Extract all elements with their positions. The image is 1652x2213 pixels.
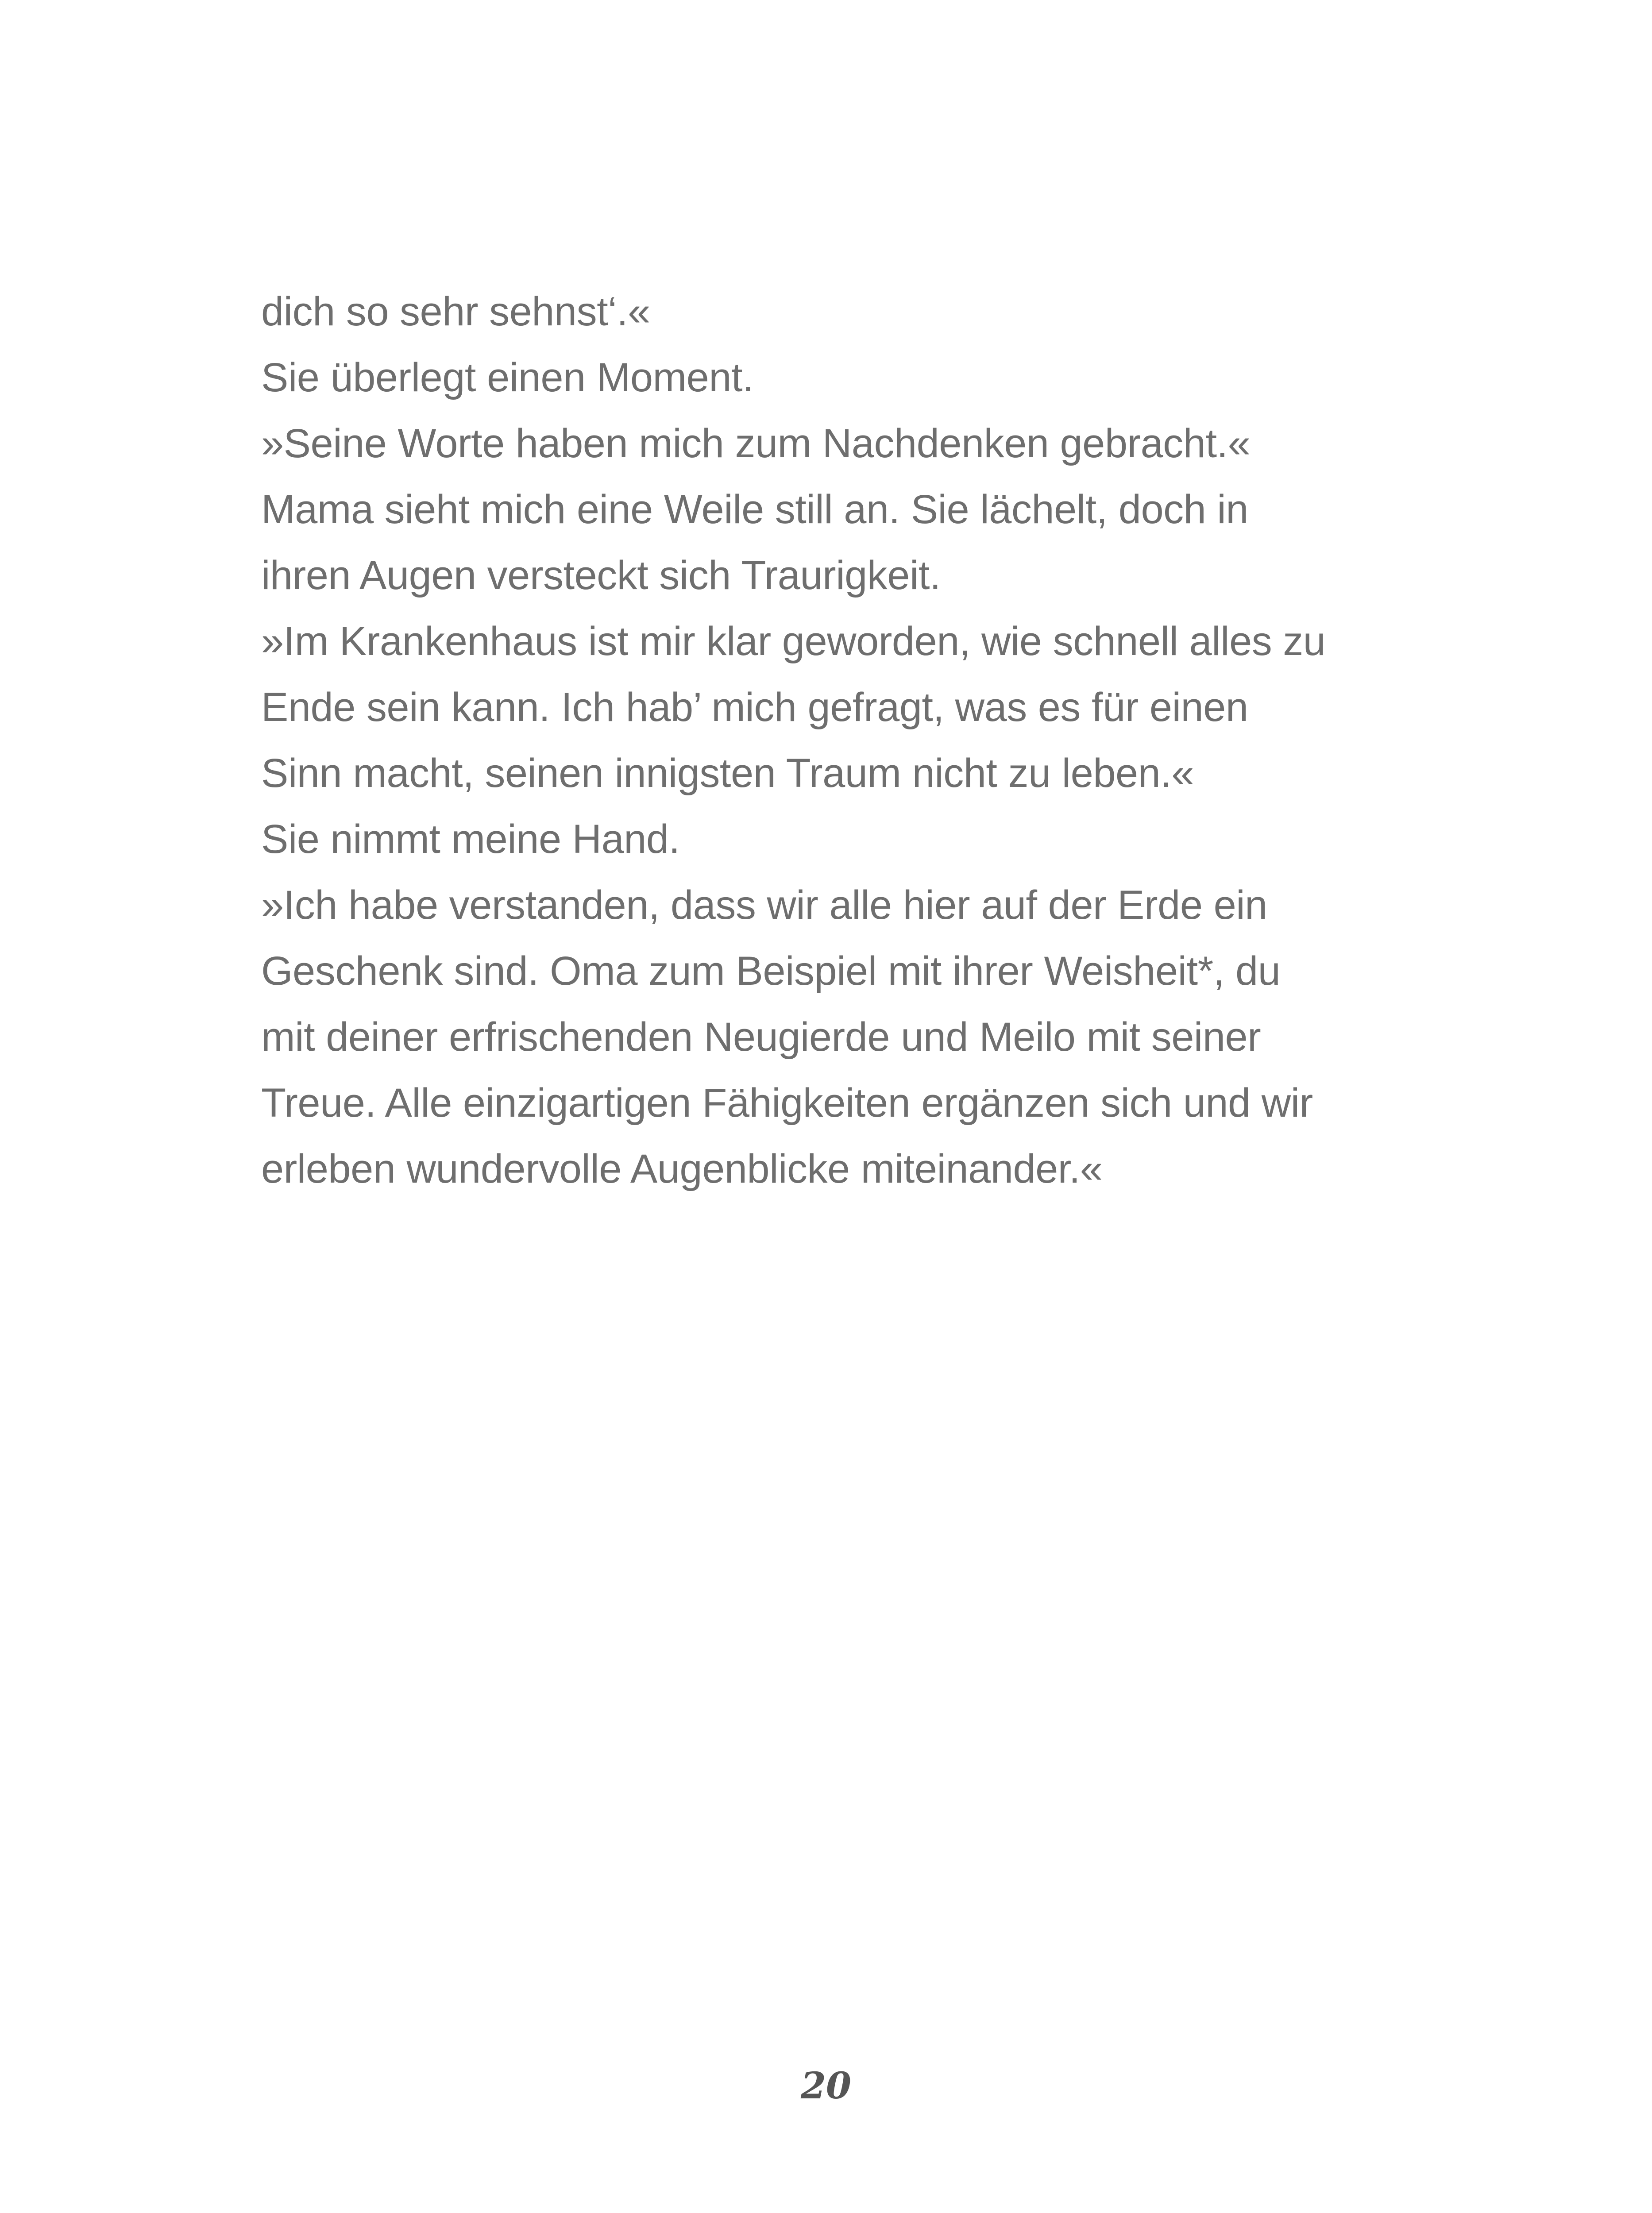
body-text bbox=[261, 279, 1456, 1202]
text-line: Sie überlegt einen Moment. bbox=[261, 355, 754, 400]
text-line: »Im Krankenhaus ist mir klar geworden, wie schnell alles zu bbox=[261, 619, 1326, 664]
page-number: 20 bbox=[800, 2065, 852, 2107]
text-line: erleben wundervolle Augenblicke miteinander.« bbox=[261, 1146, 1103, 1191]
text-line: ihren Augen versteckt sich Traurigkeit. bbox=[261, 553, 941, 598]
text-line: Sie nimmt meine Hand. bbox=[261, 817, 680, 862]
text-line: Ende sein kann. Ich hab’ mich gefragt, was es für einen bbox=[261, 685, 1248, 730]
text-line: »Seine Worte haben mich zum Nachdenken gebracht.« bbox=[261, 421, 1251, 466]
text-line: Treue. Alle einzigartigen Fähigkeiten ergänzen sich und wir bbox=[261, 1080, 1313, 1126]
text-line: Geschenk sind. Oma zum Beispiel mit ihrer Weisheit*, du bbox=[261, 948, 1281, 994]
text-line: mit deiner erfrischenden Neugierde und Meilo mit seiner bbox=[261, 1014, 1261, 1060]
text-line: dich so sehr sehnst‘.« bbox=[261, 289, 650, 334]
text-line: Sinn macht, seinen innigsten Traum nicht zu leben.« bbox=[261, 751, 1194, 796]
text-line: »Ich habe verstanden, dass wir alle hier auf der Erde ein bbox=[261, 883, 1267, 928]
text-line: Mama sieht mich eine Weile still an. Sie lächelt, doch in bbox=[261, 487, 1248, 532]
